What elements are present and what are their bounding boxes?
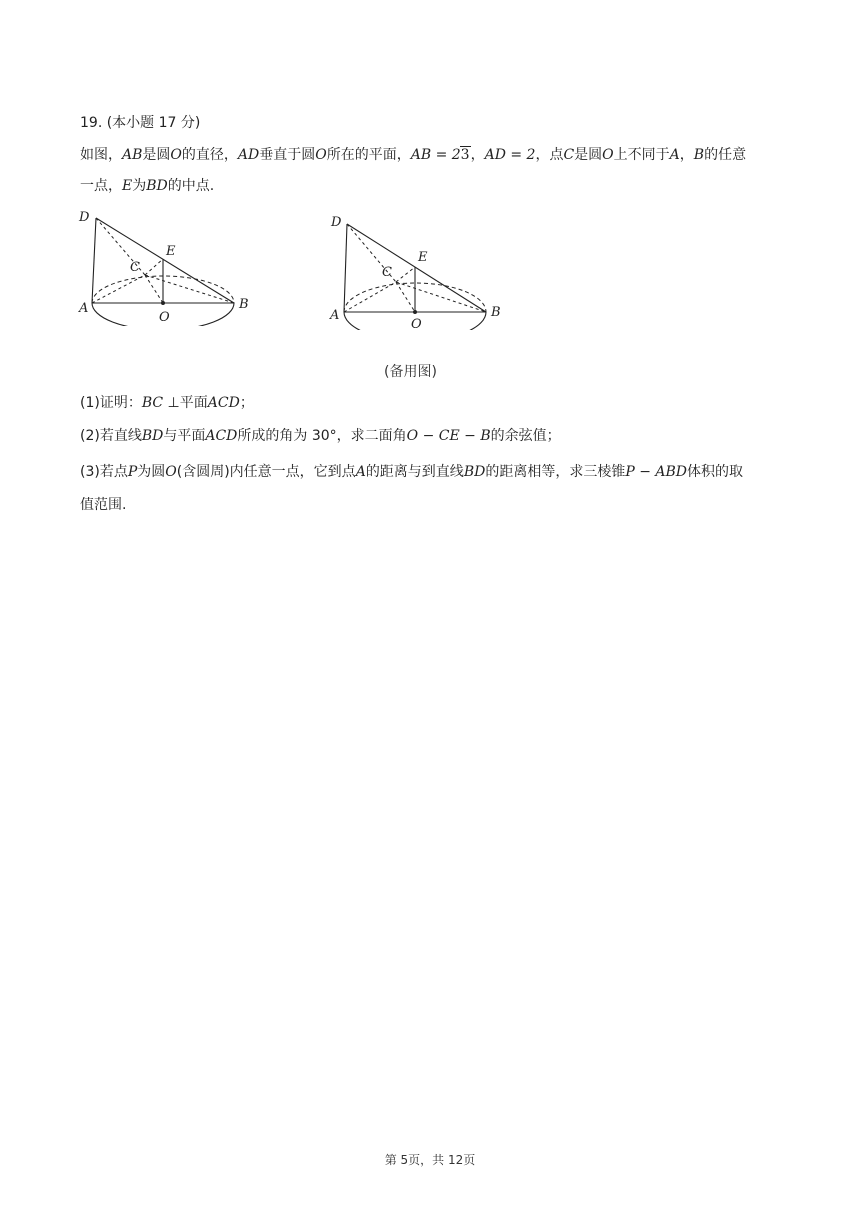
label-A: A [79,301,89,316]
label-D: D [79,210,90,225]
segment-DB [96,218,234,303]
label-O: O [159,310,170,325]
label-B: B [491,305,501,320]
label-E: E [166,244,176,259]
question-3-line-1: (3)若点P为圆O(含圆周)内任意一点，它到点A的距离与到直线BD的距离相等，求三棱锥P − ABD体积的取 [80,464,744,480]
label-B: B [239,297,249,312]
geometry-figure-spare [326,210,511,330]
segment-CE [145,259,163,275]
problem-header: 19. (本小题 17 分) [80,115,201,131]
segment-AC [92,275,145,303]
segment-CO [396,282,415,312]
segment-CO [145,275,163,303]
segment-AC [344,282,396,312]
segment-AD [92,218,96,303]
problem-stem-line-2: 一点，E为BD的中点. [80,178,215,194]
figure-caption: (备用图) [384,364,437,380]
point-O [161,301,165,305]
label-C: C [382,265,392,280]
segment-CB [396,282,486,312]
problem-stem-line-1: 如图，AB是圆O的直径，AD垂直于圆O所在的平面，AB = 23，AD = 2，点C是圆O上不同于A，B的任意 [80,147,747,163]
label-E: E [418,250,428,265]
question-1: (1)证明：BC ⊥平面ACD； [80,395,254,411]
label-C: C [130,260,140,275]
question-3-line-2: 值范围. [80,497,127,513]
label-O: O [411,317,422,330]
sqrt-expression: 3 [460,147,470,163]
segment-CE [396,267,415,282]
segment-CB [145,275,234,303]
question-2: (2)若直线BD与平面ACD所成的角为 30°，求二面角O − CE − B的余弦值； [80,428,561,444]
page-footer: 第 5页，共 12页 [384,1153,476,1167]
label-D: D [331,215,342,230]
point-O [413,310,417,314]
label-A: A [330,308,340,323]
geometry-figure-main [74,206,254,326]
segment-AD [344,224,347,312]
segment-DB [347,224,486,312]
